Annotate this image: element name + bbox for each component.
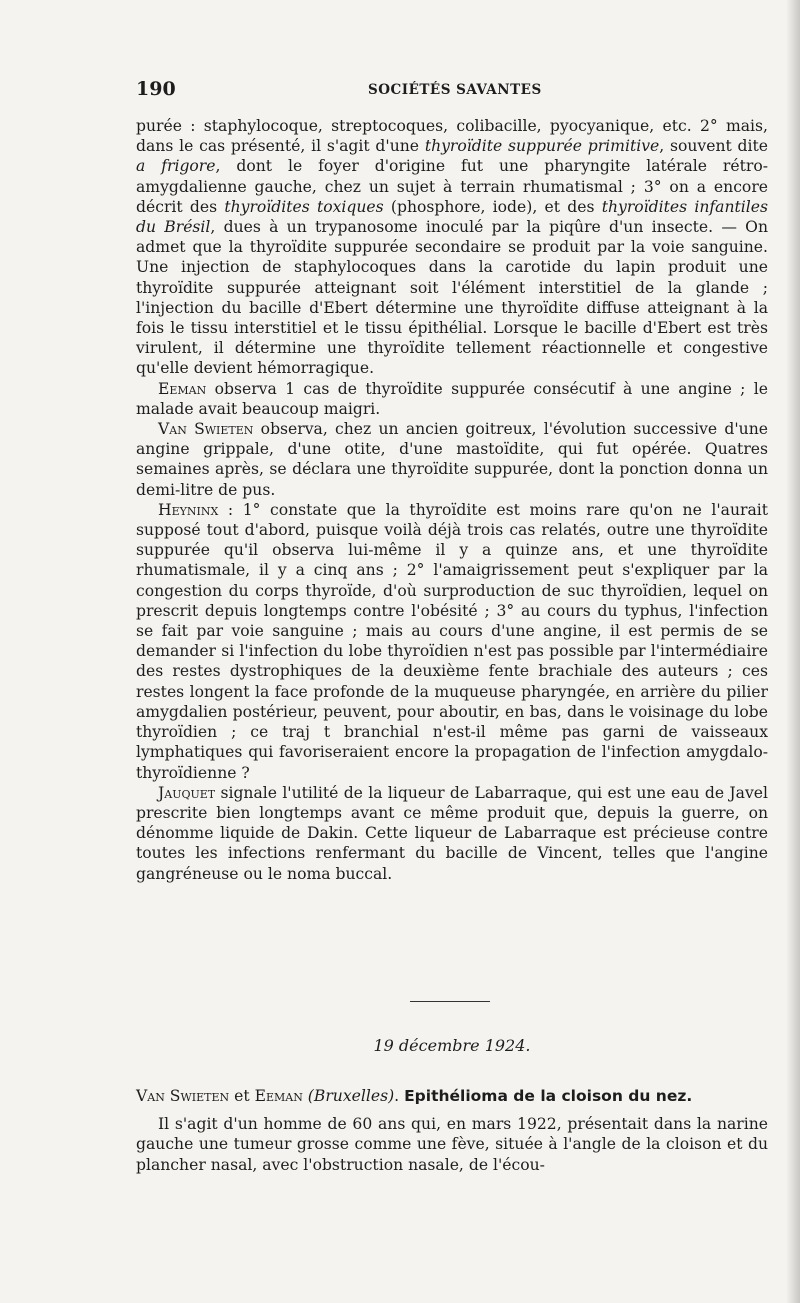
text-run: purée : staphylocoque, streptocoques, colibacille, pyocyanique, etc. 2° mais, dans le cas présenté, il s'agit d'une — [136, 117, 768, 156]
paragraph-case-report: Il s'agit d'un homme de 60 ans qui, en mars 1922, présentait dans la narine gauche une tumeur grosse comme une fève, située à l'angle de la cloison et du plancher nasal, avec l'obstruction nasale, de l'écou- — [136, 1115, 768, 1174]
text-run: et — [229, 1087, 255, 1105]
section-divider — [410, 1001, 490, 1002]
paragraph-van-swieten — [136, 419, 768, 500]
speaker-name: Jauquet — [158, 783, 216, 802]
communication-section — [136, 1086, 768, 1175]
communication-heading — [136, 1086, 768, 1106]
text-run: observa, chez un ancien goitreux, l'évolution successive d'une angine grippale, d'une otite, d'une mastoïdite, qui fut opérée. Quatres semaines après, se déclara une thyroïdite suppurée, dont la ponction donna un demi-litre de pus. — [136, 420, 768, 499]
session-date: 19 décembre 1924. — [373, 1036, 531, 1055]
text-run: : 1° constate que la thyroïdite est moins rare qu'on ne l'aurait supposé tout d'abord, puisque voilà déjà trois cas relatés, outre une thyroïdite suppurée qu'il observa lui-même il y a quinze ans, et une thyroïdite rhumatismale, il y a cinq ans ; 2° l'amaigrissement peut s'expliquer par la congestion du corps thyroïde, d'où surproduction de suc thyroïdien, lequel on prescrit depuis longtemps contre l'obésité ; 3° au cours du typhus, l'infection se fait par voie sanguine ; mais au cours d'une angine, il est permis de se demander si l'infection du lobe thyroïdien n'est pas possible par l'intermédiaire des restes dystrophiques de la deuxième fente brachiale des auteurs ; ces restes longent la face profonde de la muqueuse pharyngée, en arrière du pilier amygdalien postérieur, peuvent, pour aboutir, en bas, dans le voisinage du lobe thyroïdien ; ce traj t branchial n'est-il même pas garni de vaisseaux lymphatiques qui favoriseraient encore la propagation de l'infection amygdalo-thyroïdienne ? — [136, 500, 768, 782]
text-run: , dont le foyer d'origine fut une pharyngite latérale rétro-amygdalienne gauche, chez un sujet à terrain rhumatismal ; 3° on a encore décrit des — [136, 157, 768, 216]
text-run: , souvent dite — [659, 137, 769, 156]
paragraph-jauquet — [136, 783, 768, 884]
text-run: signale l'utilité de la liqueur de Labarraque, qui est une eau de Javel prescrite bien longtemps avant ce même produit que, depuis la guerre, on dénomme liquide de Dakin. Cette liqueur de Labarraque est précieuse contre toutes les infections renfermant du bacille de Vincent, telles que l'angine gangréneuse ou le noma buccal. — [136, 783, 768, 883]
text-run: , dues à un trypanosome inoculé par la piqûre d'un insecte. — On admet que la thyroïdite suppurée secondaire se produit par la voie sanguine. Une injection de staphylocoques dans la carotide du lapin produit une thyroïdite suppurée atteignant soit l'élément interstitiel de la glande ; l'injection du bacille d'Ebert détermine une thyroïdite diffuse atteignant à la fois le tissu interstitiel et le tissu épithélial. Lorsque le bacille d'Ebert est très virulent, il détermine une thyroïdite tellement réactionnelle et congestive qu'elle devient hémorragique. — [136, 218, 768, 378]
italic-term: a frigore — [136, 157, 216, 176]
speaker-name: Van Swieten — [158, 420, 254, 439]
author-name: Van Swieten — [136, 1087, 230, 1105]
page-edge-shadow — [786, 0, 800, 1303]
italic-term: thyroïdite suppurée primitive — [424, 137, 660, 156]
text-run: . — [394, 1087, 405, 1105]
page-number: 190 — [136, 78, 176, 100]
page-header — [136, 78, 768, 104]
text-run: (phosphore, iode), et des — [383, 197, 602, 216]
text-run: observa 1 cas de thyroïdite suppurée consécutif à une angine ; le malade avait beaucoup maigri. — [136, 379, 768, 418]
main-text — [136, 116, 768, 884]
paragraph-thyroiditis-types — [136, 116, 768, 379]
speaker-name: Heyninx — [158, 500, 219, 519]
paragraph-eeman — [136, 379, 768, 419]
italic-term: thyroïdites infantiles du Brésil — [136, 197, 768, 237]
author-location: (Bruxelles) — [307, 1087, 395, 1105]
running-head: SOCIÉTÉS SAVANTES — [368, 82, 542, 98]
author-name: Eeman — [254, 1087, 303, 1105]
paragraph-heyninx — [136, 500, 768, 783]
communication-title: Epithélioma de la cloison du nez. — [404, 1087, 693, 1105]
italic-term: thyroïdites toxiques — [224, 197, 384, 216]
speaker-name: Eeman — [158, 379, 207, 398]
